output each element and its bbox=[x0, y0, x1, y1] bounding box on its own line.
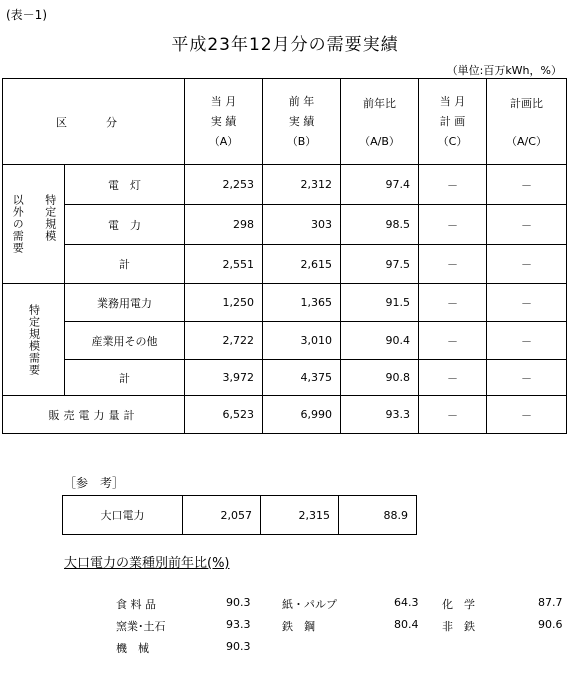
header-b-line1: 前 年 bbox=[288, 94, 315, 108]
header-c-line2: 計 画 bbox=[439, 114, 466, 128]
row-current-actual: 2,253 bbox=[185, 165, 263, 205]
industry-name: 鉄 鋼 bbox=[282, 620, 315, 633]
row-plan: － bbox=[419, 284, 487, 322]
row-yoy-ratio: 90.8 bbox=[341, 360, 419, 396]
row-yoy-ratio: 93.3 bbox=[341, 396, 419, 434]
row-current-actual: 298 bbox=[185, 205, 263, 245]
reference-row bbox=[63, 496, 417, 535]
industry-name: 化 学 bbox=[442, 598, 475, 611]
group2-label bbox=[3, 284, 65, 396]
row-plan-ratio: － bbox=[487, 165, 567, 205]
row-prev-actual: 6,990 bbox=[263, 396, 341, 434]
table-header-row bbox=[3, 79, 567, 165]
row-prev-actual: 3,010 bbox=[263, 322, 341, 360]
industry-name: 紙・パルプ bbox=[282, 598, 337, 611]
table-row bbox=[3, 165, 567, 205]
row-name: 計 bbox=[65, 245, 185, 284]
row-plan-ratio: － bbox=[487, 396, 567, 434]
row-current-actual: 3,972 bbox=[185, 360, 263, 396]
row-name: 計 bbox=[65, 360, 185, 396]
header-prev-actual bbox=[263, 79, 341, 165]
header-ratio-line1: 前年比 bbox=[363, 96, 396, 110]
reference-table bbox=[62, 495, 417, 535]
row-prev-actual: 2,615 bbox=[263, 245, 341, 284]
row-current-actual: 1,250 bbox=[185, 284, 263, 322]
row-name: 業務用電力 bbox=[65, 284, 185, 322]
group1-label bbox=[3, 165, 65, 284]
row-prev-actual: 303 bbox=[263, 205, 341, 245]
row-prev-actual: 1,365 bbox=[263, 284, 341, 322]
header-a-line1: 当 月 bbox=[210, 94, 237, 108]
table-row bbox=[3, 322, 567, 360]
header-plan bbox=[419, 79, 487, 165]
industry-value: 93.3 bbox=[226, 618, 251, 631]
reference-yoy-ratio: 88.9 bbox=[339, 496, 417, 535]
table-row bbox=[3, 360, 567, 396]
industry-name: 機 械 bbox=[116, 642, 149, 655]
group2-label-text: 特定規模需要 bbox=[27, 303, 41, 376]
row-yoy-ratio: 97.4 bbox=[341, 165, 419, 205]
row-yoy-ratio: 90.4 bbox=[341, 322, 419, 360]
header-b-line3: （B） bbox=[286, 134, 317, 148]
demand-table bbox=[2, 78, 567, 434]
row-plan: － bbox=[419, 322, 487, 360]
table-row bbox=[3, 284, 567, 322]
group1-label-col2: 以外の需要 bbox=[11, 194, 25, 254]
row-plan: － bbox=[419, 396, 487, 434]
table-row-total bbox=[3, 396, 567, 434]
row-plan: － bbox=[419, 360, 487, 396]
industry-value: 90.6 bbox=[538, 618, 563, 631]
reference-current-actual: 2,057 bbox=[183, 496, 261, 535]
industry-value: 80.4 bbox=[394, 618, 419, 631]
row-name: 電 力 bbox=[65, 205, 185, 245]
row-name: 産業用その他 bbox=[65, 322, 185, 360]
industry-list bbox=[110, 596, 570, 662]
row-name: 電 灯 bbox=[65, 165, 185, 205]
industry-value: 90.3 bbox=[226, 640, 251, 653]
header-a-line2: 実 績 bbox=[210, 114, 237, 128]
industry-name: 食 料 品 bbox=[116, 598, 156, 611]
unit-label: （単位:百万kWh，%） bbox=[446, 64, 562, 77]
table-row bbox=[3, 205, 567, 245]
row-current-actual: 2,722 bbox=[185, 322, 263, 360]
row-current-actual: 2,551 bbox=[185, 245, 263, 284]
header-plan-ratio-line1: 計画比 bbox=[510, 96, 543, 110]
row-plan-ratio: － bbox=[487, 245, 567, 284]
row-plan-ratio: － bbox=[487, 284, 567, 322]
header-a-line3: （A） bbox=[208, 134, 239, 148]
header-ratio-line2: （A/B） bbox=[359, 134, 400, 148]
row-prev-actual: 4,375 bbox=[263, 360, 341, 396]
header-c-line3: （C） bbox=[437, 134, 468, 148]
row-prev-actual: 2,312 bbox=[263, 165, 341, 205]
header-plan-ratio bbox=[487, 79, 567, 165]
header-category bbox=[3, 79, 185, 165]
table-number-label: (表－1) bbox=[6, 8, 47, 22]
header-current-actual bbox=[185, 79, 263, 165]
row-plan: － bbox=[419, 205, 487, 245]
industry-section-title: 大口電力の業種別前年比(%) bbox=[64, 556, 230, 571]
industry-name: 窯業･土石 bbox=[116, 620, 166, 633]
page-title: 平成23年12月分の需要実績 bbox=[171, 35, 399, 55]
reference-name: 大口電力 bbox=[63, 496, 183, 535]
reference-label: ［参 考］ bbox=[64, 476, 125, 490]
row-yoy-ratio: 97.5 bbox=[341, 245, 419, 284]
row-plan-ratio: － bbox=[487, 322, 567, 360]
row-yoy-ratio: 98.5 bbox=[341, 205, 419, 245]
header-category-text: 区 分 bbox=[56, 115, 131, 129]
industry-row bbox=[110, 618, 570, 640]
group1-label-col1: 特定規模 bbox=[43, 194, 57, 242]
industry-row bbox=[110, 596, 570, 618]
row-plan-ratio: － bbox=[487, 205, 567, 245]
industry-value: 90.3 bbox=[226, 596, 251, 609]
table-row bbox=[3, 245, 567, 284]
row-plan: － bbox=[419, 165, 487, 205]
total-row-name: 販売電力量計 bbox=[48, 408, 139, 422]
reference-prev-actual: 2,315 bbox=[261, 496, 339, 535]
row-plan: － bbox=[419, 245, 487, 284]
header-b-line2: 実 績 bbox=[288, 114, 315, 128]
row-current-actual: 6,523 bbox=[185, 396, 263, 434]
industry-value: 64.3 bbox=[394, 596, 419, 609]
row-plan-ratio: － bbox=[487, 360, 567, 396]
industry-row bbox=[110, 640, 570, 662]
header-yoy-ratio bbox=[341, 79, 419, 165]
row-yoy-ratio: 91.5 bbox=[341, 284, 419, 322]
industry-value: 87.7 bbox=[538, 596, 563, 609]
row-name bbox=[3, 396, 185, 434]
header-plan-ratio-line2: （A/C） bbox=[506, 134, 547, 148]
header-c-line1: 当 月 bbox=[439, 94, 466, 108]
industry-name: 非 鉄 bbox=[442, 620, 475, 633]
